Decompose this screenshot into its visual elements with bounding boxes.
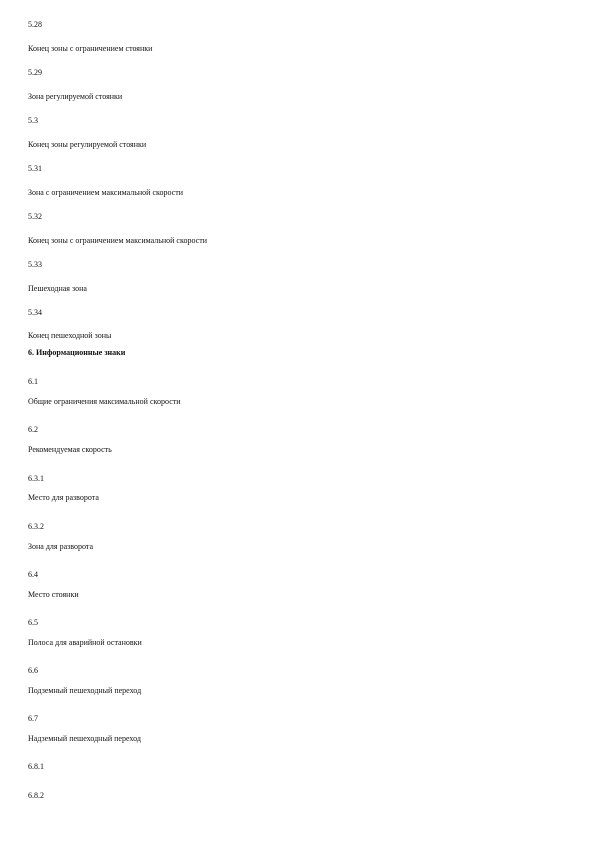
entry-code: 6.7 (28, 714, 38, 723)
entry-code: 5.34 (28, 308, 42, 317)
entry-code: 6.8.2 (28, 791, 44, 800)
entry-code: 6.3.1 (28, 474, 44, 483)
entry-code: 5.31 (28, 164, 42, 173)
entry-title: Конец зоны с ограничением максимальной скорости (28, 236, 207, 245)
entry-title: Место для разворота (28, 493, 99, 502)
entry-code: 5.28 (28, 20, 42, 29)
entry-title: Конец пешеходной зоны (28, 331, 112, 340)
entry-code: 6.3.2 (28, 522, 44, 531)
entry-title: Надземный пешеходный переход (28, 734, 141, 743)
entry-title: Общие ограничения максимальной скорости (28, 397, 181, 406)
entry-code: 6.8.1 (28, 762, 44, 771)
entry-title: Зона с ограничением максимальной скорости (28, 188, 184, 197)
entry-code: 5.32 (28, 212, 42, 221)
entry-code: 5.3 (28, 116, 38, 125)
entry-title: Подземный пешеходный переход (28, 686, 142, 695)
entry-title: Рекомендуемая скорость (28, 445, 112, 454)
entry-code: 6.5 (28, 618, 38, 627)
entry-title: Зона регулируемой стоянки (28, 92, 123, 101)
entry-code: 5.33 (28, 260, 42, 269)
entry-title: Место стоянки (28, 590, 79, 599)
entry-title: Зона для разворота (28, 542, 94, 551)
entry-title: Конец зоны регулируемой стоянки (28, 140, 147, 149)
entry-code: 6.1 (28, 377, 38, 386)
entry-title: Конец зоны с ограничением стоянки (28, 44, 153, 53)
entry-code: 6.6 (28, 666, 38, 675)
entry-code: 6.2 (28, 425, 38, 434)
section-heading: 6. Информационные знаки (28, 348, 126, 357)
entry-title: Полоса для аварийной остановки (28, 638, 142, 647)
entry-code: 6.4 (28, 570, 38, 579)
entry-title: Пешеходная зона (28, 284, 87, 293)
entry-code: 5.29 (28, 68, 42, 77)
